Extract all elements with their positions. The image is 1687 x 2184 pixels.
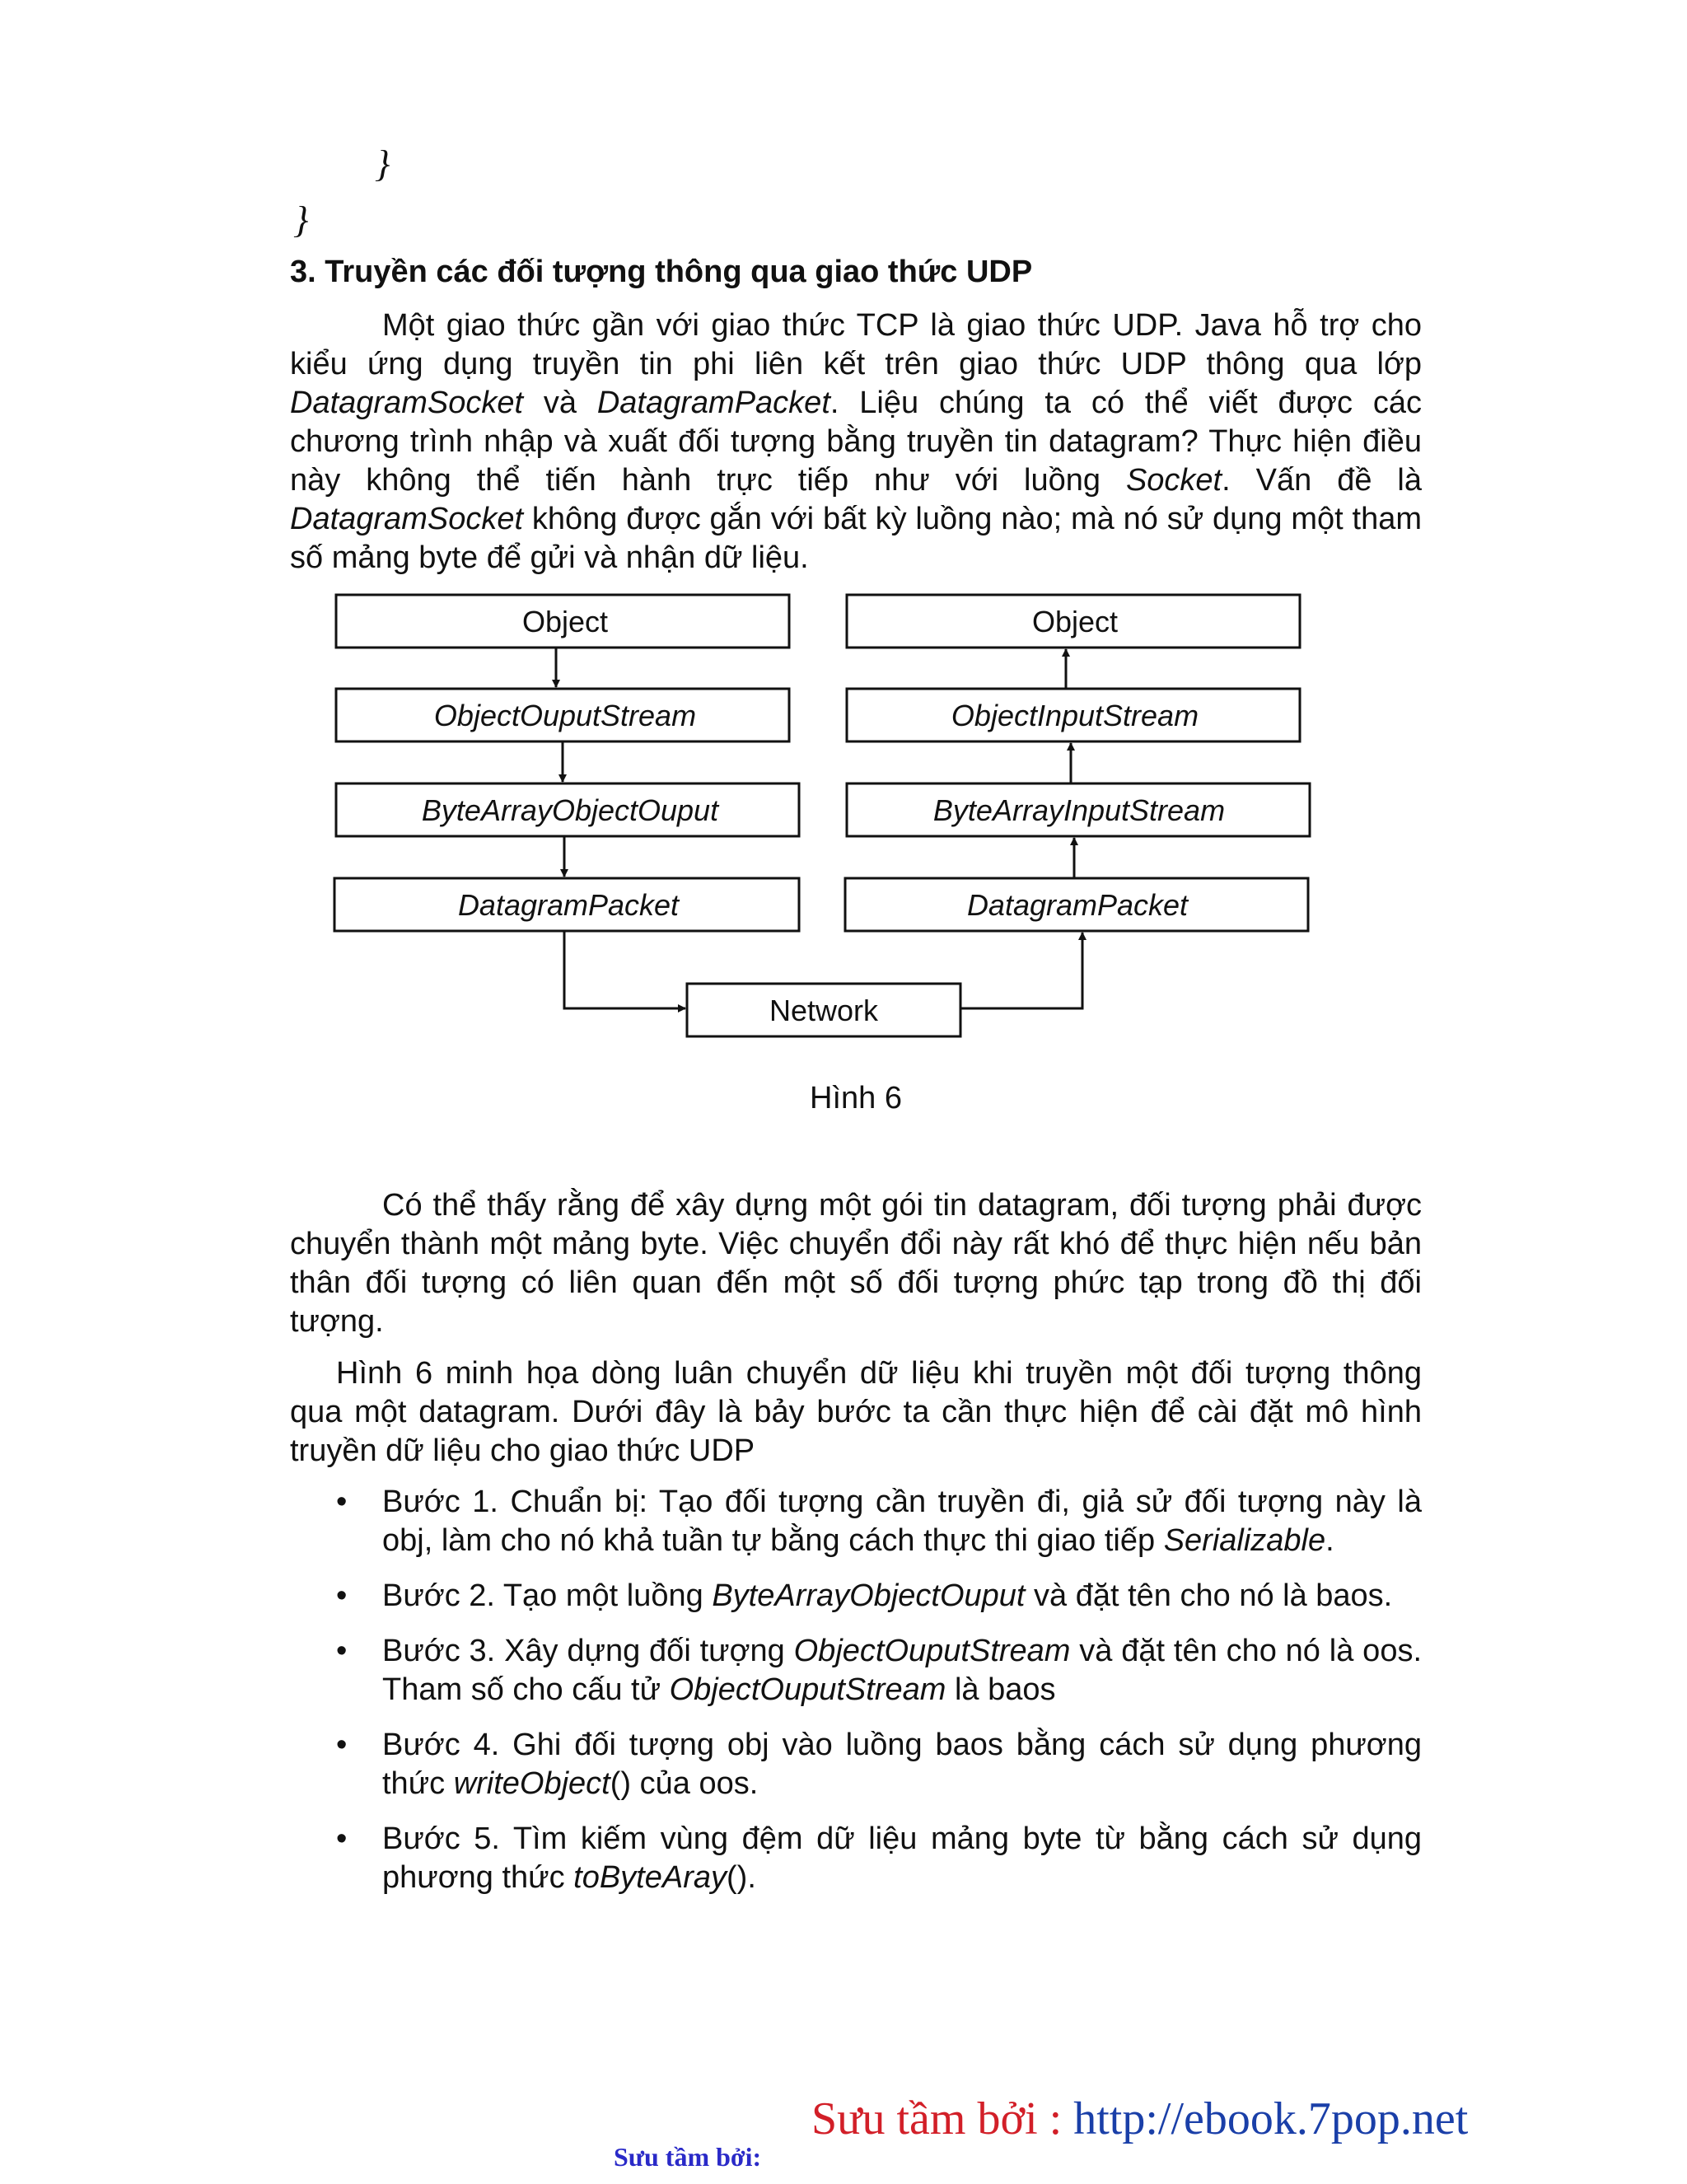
step-3 — [290, 1632, 1422, 1709]
watermark-label: Sưu tầm bởi : — [811, 2093, 1074, 2144]
step-4-italic: writeObject — [453, 1766, 610, 1801]
left-datagrampacket-label: DatagramPacket — [457, 888, 680, 922]
figure-6-diagram — [0, 0, 1687, 1071]
left-bytearrayobjectouput-label: ByteArrayObjectOuput — [421, 793, 719, 827]
step-2-italic: ByteArrayObjectOuput — [712, 1578, 1026, 1613]
arrow-left-to-network — [564, 931, 685, 1008]
step-5 — [290, 1820, 1422, 1897]
bullet-3: • — [336, 1634, 348, 1668]
step-2-tail: và đặt tên cho nó là baos. — [1025, 1578, 1393, 1613]
code-closing-brace-outer: } — [293, 199, 309, 241]
step-3-text: Bước 3. Xây dựng đối tượng — [382, 1634, 794, 1668]
step-4-tail: () của oos. — [610, 1766, 759, 1801]
step-5-tail: (). — [727, 1860, 756, 1895]
step-1-italic: Serializable — [1163, 1523, 1326, 1558]
step-3-italic: ObjectOuputStream — [793, 1634, 1071, 1668]
step-3-tail: là baos — [946, 1672, 1056, 1707]
bullet-4: • — [336, 1728, 348, 1762]
step-3-mid: và đặt tên cho nó là oos. Tham số cho cấu tử — [382, 1634, 1423, 1707]
paragraph-2: Có thể thấy rằng để xây dựng một gói tin datagram, đối tượng phải được chuyển thành một mảng byte. Việc chuyển đổi này rất khó để thực hiện nếu bản thân đối tượng có liên quan đến một số đối tượng phức tạp trong đồ thị đối tượng. — [290, 1188, 1422, 1339]
right-objectinputstream-label: ObjectInputStream — [951, 699, 1199, 732]
bullet-5: • — [336, 1822, 348, 1856]
right-object-label: Object — [1031, 605, 1119, 638]
intro-text-5: không được gắn với bất kỳ luồng nào; mà nó sử dụng một tham số mảng byte để gửi và nhận dữ liệu. — [290, 502, 1422, 575]
intro-class-datagramsocket: DatagramSocket — [290, 386, 524, 420]
step-1-tail: . — [1325, 1523, 1334, 1558]
footer-credit: Sưu tầm bởi: — [614, 2142, 762, 2172]
left-object-label: Object — [521, 605, 609, 638]
intro-class-datagramsocket-2: DatagramSocket — [290, 502, 524, 536]
step-4 — [290, 1726, 1422, 1803]
code-closing-brace-inner: } — [375, 143, 390, 185]
intro-text-3: . Liệu chúng ta có thể viết được các chương trình nhập và xuất đối tượng bằng truyền tin datagram? Thực hiện điều này không thể tiến hành trực tiếp như với luồng — [290, 386, 1423, 498]
intro-class-socket: Socket — [1125, 463, 1222, 498]
intro-text-4: . Vấn đề là — [1222, 463, 1422, 498]
intro-text-2: và — [523, 386, 597, 420]
right-bytearrayinputstream-label: ByteArrayInputStream — [932, 793, 1226, 827]
left-objectoutputstream-label: ObjectOuputStream — [433, 699, 697, 732]
right-datagrampacket-label: DatagramPacket — [966, 888, 1189, 922]
step-5-text: Bước 5. Tìm kiếm vùng đệm dữ liệu mảng byte từ bằng cách sử dụng phương thức — [382, 1822, 1422, 1895]
step-2-text: Bước 2. Tạo một luồng — [382, 1578, 713, 1613]
step-3-italic-2: ObjectOuputStream — [669, 1672, 946, 1707]
figure-caption: Hình 6 — [810, 1081, 902, 1115]
bullet-1: • — [336, 1485, 348, 1519]
step-1 — [290, 1483, 1422, 1560]
intro-text-1: Một giao thức gần với giao thức TCP là giao thức UDP. Java hỗ trợ cho kiểu ứng dụng truyền tin phi liên kết trên giao thức UDP thông qua lớp — [290, 308, 1422, 381]
step-5-italic: toByteAray — [573, 1860, 727, 1895]
bullet-2: • — [336, 1578, 348, 1613]
section-heading: 3. Truyền các đối tượng thông qua giao thức UDP — [290, 255, 1033, 289]
arrow-network-to-right — [960, 933, 1082, 1008]
watermark — [811, 2093, 1468, 2145]
step-4-text: Bước 4. Ghi đối tượng obj vào luồng baos bằng cách sử dụng phương thức — [382, 1728, 1422, 1801]
intro-class-datagrampacket: DatagramPacket — [596, 386, 830, 420]
network-label: Network — [769, 994, 879, 1027]
step-2 — [290, 1577, 1422, 1616]
paragraph-3: Hình 6 minh họa dòng luân chuyển dữ liệu khi truyền một đối tượng thông qua một datagram. Dưới đây là bảy bước ta cần thực hiện để cài đặt mô hình truyền dữ liệu cho giao thức UDP — [290, 1356, 1422, 1468]
step-1-text: Bước 1. Chuẩn bị: Tạo đối tượng cần truyền đi, giả sử đối tượng này là obj, làm cho nó khả tuần tự bằng cách thực thi giao tiếp — [382, 1485, 1422, 1558]
steps-list — [290, 1483, 1422, 1914]
watermark-url-link[interactable]: http://ebook.7pop.net — [1073, 2093, 1469, 2144]
